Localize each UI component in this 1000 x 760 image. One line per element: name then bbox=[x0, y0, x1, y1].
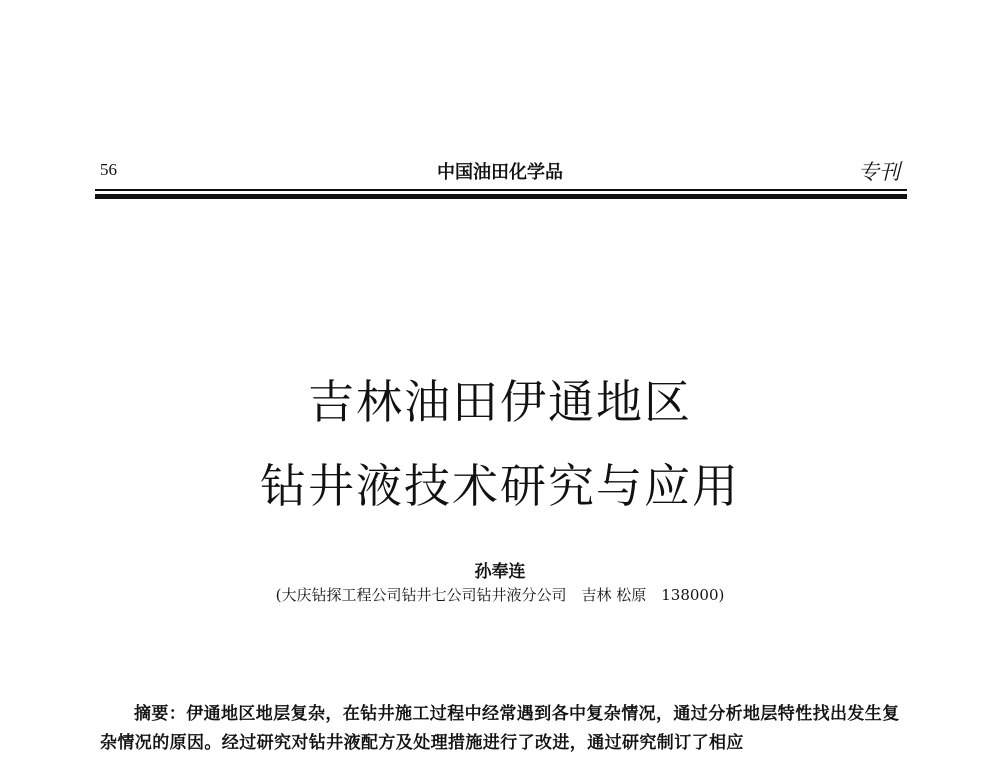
abstract-label: 摘要： bbox=[134, 704, 187, 724]
page-number: 56 bbox=[100, 160, 117, 179]
header-rule-thin bbox=[95, 189, 907, 191]
abstract-text: 伊通地区地层复杂，在钻井施工过程中经常遇到各中复杂情况，通过分析地层特性找出发生复杂情况的原因。经过研究对钻井液配方及处理措施进行了改进，通过研究制订了相应 bbox=[100, 704, 900, 753]
header-rule-thick bbox=[95, 194, 907, 199]
issue-label: 专刊 bbox=[858, 160, 900, 184]
author-affiliation: (大庆钻探工程公司钻井七公司钻井液分公司 吉林 松原 138000) bbox=[275, 586, 725, 604]
article-title-line-1: 吉林油田伊通地区 bbox=[308, 375, 692, 429]
journal-name: 中国油田化学品 bbox=[437, 162, 563, 183]
article-title-line-2: 钻井液技术研究与应用 bbox=[260, 459, 740, 513]
author-name: 孙奉连 bbox=[474, 562, 526, 582]
abstract-paragraph bbox=[100, 700, 905, 758]
